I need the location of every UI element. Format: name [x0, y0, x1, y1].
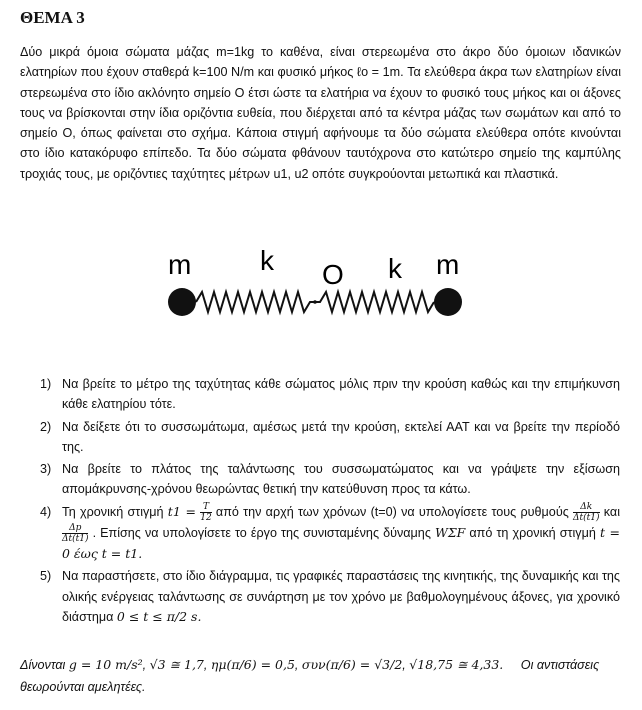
question-4 [40, 502, 620, 565]
label-right-mass: m [436, 249, 460, 280]
right-mass-ball [434, 288, 462, 316]
given-note: Οι αντιστάσεις θεωρούνται αμελητέες. [20, 658, 600, 694]
label-left-mass: m [168, 249, 192, 280]
rate-dp-fraction [62, 523, 88, 544]
question-number: 1) [40, 377, 52, 391]
given-data: Δίνονται g = 10 m/s², √3 ≅ 1,7, ημ(π/6) = 0,5, συν(π/6) = √3/2, √18,75 ≅ 4,33. Οι αντιστάσεις θεωρούνται αμελητέες. [20, 657, 600, 694]
right-spring [315, 292, 434, 312]
intro-text: Δύο μικρά όμοια σώματα μάζας m=1kg το καθένα, είναι στερεωμένα στο άκρο δύο όμοιων ιδανικών ελατηρίων που έχουν σταθερά k=100 N/m και φυσικό μήκος ℓο = 1m. Τα ελεύθερα άκρα των ελατηρίων είναι στερεωμένα στο ίδιο ακλόνητο σημείο Ο έτσι ώστε τα ελατήρια να έχουν το φυσικό τους μήκος και οι άξονες τους να βρίσκονται στην ίδια οριζόντια ευθεία, που διέρχεται από τα κέντρα μάζας των σωμάτων και από το σημείο Ο, όπως φαίνεται στο σχήμα. Κάποια στιγμή αφήνουμε τα δύο σώματα ελεύθερα οπότε κινούνται στο ίδιο κατακόρυφο επίπεδο. Τα δύο σώματα φθάνουν ταυτόχρονα στο κατώτερο σημείο της καμπύλης τροχιάς τους, με οριζόντιες ταχύτητες μέτρων u1, u2 οπότε συγκρούονται μετωπικά και πλαστικά. [20, 45, 621, 181]
spring-mass-figure [150, 240, 480, 350]
question-text-c: . Επίσης να υπολογίσετε το έργο της συνισταμένης δύναμης [92, 525, 431, 540]
left-spring [196, 292, 315, 312]
question-text: Να βρείτε το πλάτος της ταλάντωσης του συσσωματώματος και να γράψετε την εξίσωση απομάκρυνσης-χρόνου θεωρώντας θετική την κατεύθυνση προς τα κάτω. [62, 462, 620, 497]
fraction-denominator: Δt(t1) [573, 512, 600, 523]
label-right-k: k [388, 253, 402, 284]
fraction-denominator: Δt(t1) [62, 534, 89, 545]
question-text-b: από την αρχή των χρόνων (t=0) να υπολογίσετε τους ρυθμούς [215, 504, 569, 519]
given-sqrt18: √18,75 ≅ 4,33. [409, 657, 504, 672]
left-mass-ball [168, 288, 196, 316]
questions-list [40, 374, 620, 629]
given-sin: ημ(π/6) = 0,5 [210, 657, 295, 672]
fraction-numerator: Δp [62, 523, 88, 534]
fixed-point-o [313, 300, 317, 304]
fraction-numerator: Δk [573, 502, 599, 513]
given-cos: συν(π/6) = √3/2 [301, 657, 403, 672]
fraction-numerator: T [200, 502, 211, 513]
time-range: 0 ≤ t ≤ π/2 s. [116, 609, 202, 625]
question-1 [40, 374, 620, 415]
given-g: g = 10 m/s² [68, 657, 143, 672]
question-2 [40, 417, 620, 458]
question-text-a: Τη χρονική στιγμή [62, 504, 164, 519]
question-number: 2) [40, 419, 52, 434]
work-symbol: WΣF [434, 524, 466, 540]
fraction-denominator: 12 [200, 512, 212, 523]
question-3 [40, 459, 620, 500]
given-sqrt3: √3 ≅ 1,7 [149, 657, 204, 672]
label-left-k: k [260, 245, 274, 276]
and-word: και [603, 504, 620, 519]
given-label: Δίνονται [20, 658, 66, 672]
question-text: Να δείξετε ότι το συσσωμάτωμα, αμέσως μετά την κρούση, εκτελεί ΑΑΤ και να βρείτε την περίοδό της. [62, 419, 620, 454]
figure-svg [150, 240, 480, 350]
question-number: 4) [40, 504, 52, 519]
t1-equation: t1 = [167, 503, 196, 519]
problem-statement [20, 42, 621, 184]
question-text-d: από τη χρονική στιγμή [469, 525, 596, 540]
question-text: Να βρείτε το μέτρο της ταχύτητας κάθε σώματος μόλις πριν την κρούση καθώς και την επιμήκυνση κάθε ελατηρίου τότε. [62, 377, 620, 412]
time-interval: t = 0 έως t = t1. [62, 524, 620, 562]
t1-fraction [200, 502, 211, 523]
page-title: ΘΕΜΑ 3 [20, 8, 85, 27]
rate-dk-fraction [573, 502, 599, 523]
label-center-o: O [322, 259, 344, 290]
question-5 [40, 566, 620, 627]
question-number: 3) [40, 462, 52, 477]
question-text: Να παραστήσετε, στο ίδιο διάγραμμα, τις γραφικές παραστάσεις της κινητικής, της δυναμικής και της ολικής ενέργειας ταλάντωσης σε συνάρτηση με τον χρόνο με βαθμολογημένους άξονες, για χρονικό διάστημα [62, 569, 620, 625]
question-number: 5) [40, 569, 52, 584]
